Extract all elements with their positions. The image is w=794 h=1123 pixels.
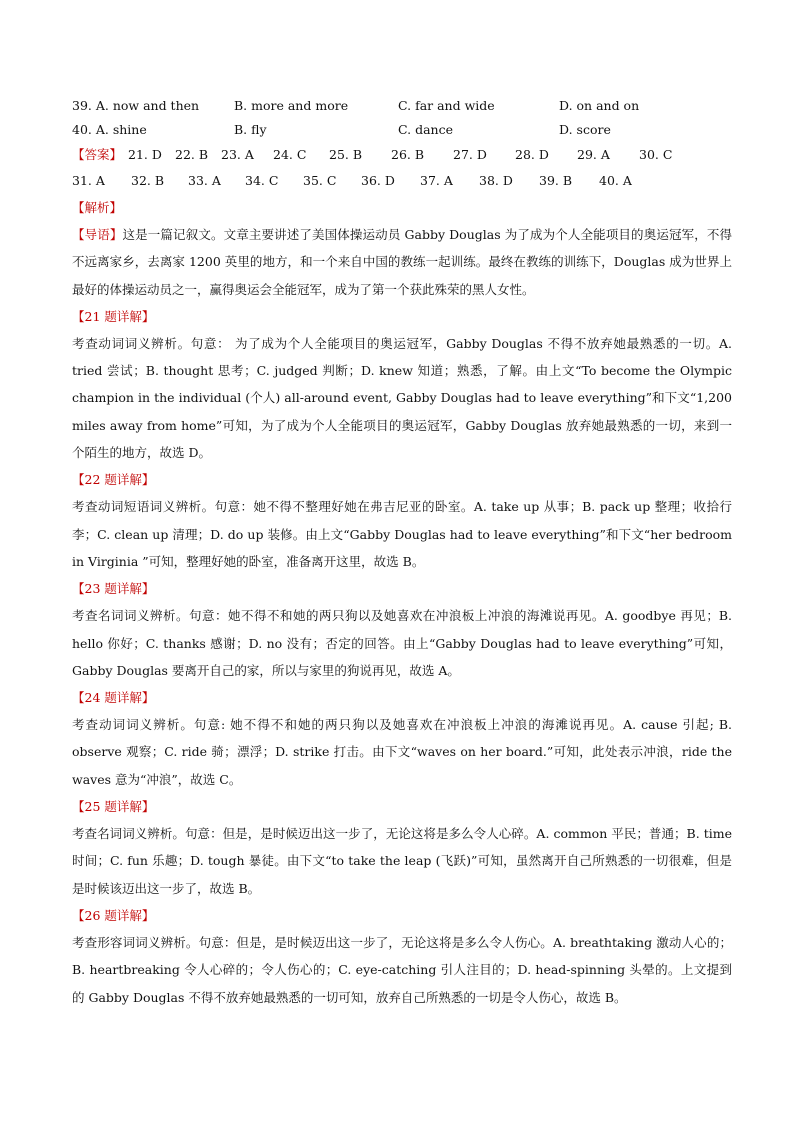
answer-item: 37. A [420, 173, 453, 188]
option-39-a: 39. A. now and then [72, 98, 200, 113]
answer-item: 30. C [639, 147, 673, 162]
detail-26-text: 考查形容词词义辨析。句意：但是，是时候迈出这一步了，无论这将是多么令人伤心。A. breathtaking 激动人心的；B. heartbreaking 令人心碎的；令人伤心的；C. eye-catching 引人注目的；D. head-spinning 头晕的。上文提到的 Gabby Douglas 不得不放弃她最熟悉的一切可知，放弃自己所熟悉的一切是令人伤心，故选 B。 [72, 934, 732, 1005]
answer-key-label: 【答案】 [72, 147, 123, 162]
answer-item: 36. D [361, 173, 395, 188]
detail-22-header: 【22 题详解】 [72, 472, 155, 488]
detail-21-text: 考查动词词义辨析。句意： 为了成为个人全能项目的奥运冠军，Gabby Douglas 不得不放弃她最熟悉的一切。A. tried 尝试；B. thought 思考；C. judged 判断；D. knew 知道；熟悉，了解。由上文“To become the Olympic champion in the individual (个人) all-around event, Gabby Douglas had to leave everything”和下文“1,200 miles away from home”可知，为了成为个人全能项目的奥运冠军，Gabby Douglas 放弃她最熟悉的一切，来到一个陌生的地方，故选 D。 [72, 335, 732, 461]
answer-item: 35. C [303, 173, 337, 188]
answer-item: 33. A [188, 173, 221, 188]
answer-item: 40. A [599, 173, 632, 188]
option-40-d: D. score [559, 122, 611, 137]
answer-item: 23. A [221, 147, 254, 162]
answer-item: 39. B [539, 173, 573, 188]
answer-item: 38. D [479, 173, 513, 188]
detail-25-text: 考查名词词义辨析。句意：但是，是时候迈出这一步了，无论这将是多么令人心碎。A. common 平民；普通；B. time 时间；C. fun 乐趣；D. tough 暴徒。由下文“to take the leap (飞跃)”可知，虽然离开自己所熟悉的一切很难，但是是时候该迈出这一步了，故选 B。 [72, 826, 732, 896]
detail-24-text: 考查动词词义辨析。句意: 她不得不和她的两只狗以及她喜欢在冲浪板上冲浪的海滩说再见。A. cause 引起; B. observe 观察；C. ride 骑；漂浮；D. strike 打击。由下文“waves on her board.”可知，此处表示冲浪，ride the waves 意为“冲浪”，故选 C。 [72, 717, 732, 787]
answer-item: 27. D [453, 147, 487, 162]
answer-item: 34. C [245, 173, 279, 188]
answer-item: 29. A [577, 147, 610, 162]
answer-item: 25. B [329, 147, 363, 162]
detail-22-text: 考查动词短语词义辨析。句意：她不得不整理好她在弗吉尼亚的卧室。A. take up 从事；B. pack up 整理；收拾行李；C. clean up 清理；D. do up 装修。由上文“Gabby Douglas had to leave everything”和下文“her bedroom in Virginia ”可知，整理好她的卧室，准备离开这里，故选 B。 [72, 499, 732, 569]
answer-item: 31. A [72, 173, 105, 188]
option-40-c: C. dance [398, 122, 453, 137]
analysis-header: 【解析】 [72, 200, 123, 215]
question-40-options [72, 118, 732, 142]
document-page [72, 94, 732, 1011]
detail-24-header: 【24 题详解】 [72, 690, 155, 706]
detail-21-header: 【21 题详解】 [72, 308, 155, 324]
detail-23-header: 【23 题详解】 [72, 581, 155, 597]
detail-23-text: 考查名词词义辨析。句意：她不得不和她的两只狗以及她喜欢在冲浪板上冲浪的海滩说再见。A. goodbye 再见；B. hello 你好；C. thanks 感谢；D. no 没有；否定的回答。由上“Gabby Douglas had to leave everything”可知，Gabby Douglas 要离开自己的家，所以与家里的狗说再见，故选 A。 [72, 608, 732, 678]
answer-item: 22. B [175, 147, 209, 162]
intro-text: 这是一篇记叙文。文章主要讲述了美国体操运动员 Gabby Douglas 为了成为个人全能项目的奥运冠军，不得不远离家乡，去离家 1200 英里的地方，和一个来自中国的教练一起训练。最终在教练的训练下，Douglas 成为世界上最好的体操运动员之一，赢得奥运会全能冠军，成为了第一个获此殊荣的黑人女性。 [72, 227, 732, 297]
option-39-d: D. on and on [559, 98, 640, 113]
option-40-a: 40. A. shine [72, 122, 147, 137]
detail-26-header: 【26 题详解】 [72, 907, 155, 923]
answer-item: 32. B [131, 173, 165, 188]
question-39-options [72, 94, 732, 118]
answer-item: 24. C [273, 147, 307, 162]
answer-item: 28. D [515, 147, 549, 162]
answer-key-row-2 [72, 168, 732, 194]
option-40-b: B. fly [234, 122, 267, 137]
intro-paragraph [72, 221, 732, 303]
option-39-c: C. far and wide [398, 98, 495, 113]
answer-key-row-1 [72, 142, 732, 168]
answer-item: 21. D [128, 147, 162, 162]
answer-item: 26. B [391, 147, 425, 162]
intro-lead: 【导语】 [72, 227, 123, 242]
option-39-b: B. more and more [234, 98, 349, 113]
detail-25-header: 【25 题详解】 [72, 799, 155, 815]
